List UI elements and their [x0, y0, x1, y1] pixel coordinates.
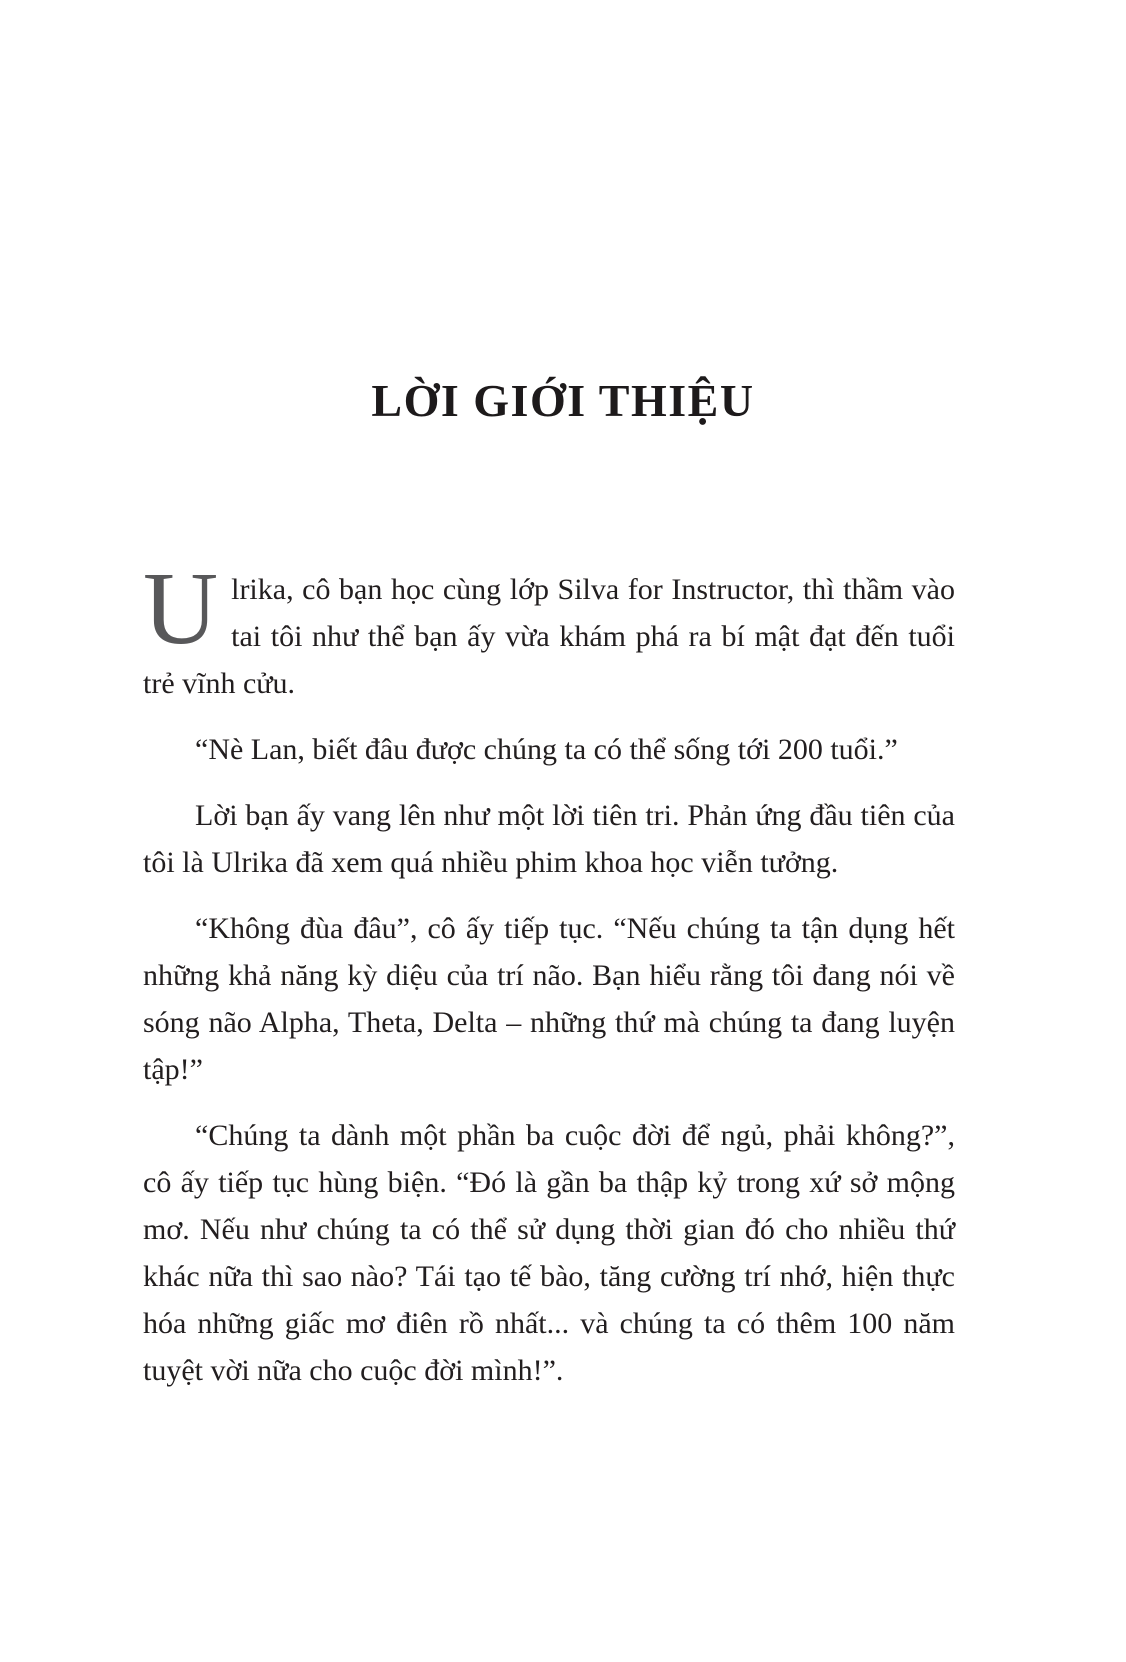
paragraph-1 [143, 551, 955, 707]
chapter-title: LỜI GIỚI THIỆU [371, 375, 755, 426]
paragraph-3-text: Lời bạn ấy vang lên như một lời tiên tri. Phản ứng đầu tiên của tôi là Ulrika đã xem quá nhiều phim khoa học viễn tưởng. [143, 799, 955, 879]
paragraph-1-text: lrika, cô bạn học cùng lớp Silva for Instructor, thì thầm vào tai tôi như thể bạn ấy vừa khám phá ra bí mật đạt đến tuổi trẻ vĩnh cửu. [143, 573, 955, 700]
paragraph-5 [143, 1112, 955, 1394]
paragraph-4-text: “Không đùa đâu”, cô ấy tiếp tục. “Nếu chúng ta tận dụng hết những khả năng kỳ diệu của trí não. Bạn hiểu rằng tôi đang nói về sóng não Alpha, Theta, Delta – những thứ mà chúng ta đang luyện tập!” [143, 912, 955, 1086]
body-text-block [143, 551, 955, 1413]
paragraph-4 [143, 905, 955, 1093]
drop-cap-letter: U [143, 551, 219, 666]
paragraph-3 [143, 792, 955, 886]
paragraph-2 [143, 726, 955, 773]
paragraph-2-text: “Nè Lan, biết đâu được chúng ta có thể sống tới 200 tuổi.” [195, 733, 898, 766]
paragraph-5-text: “Chúng ta dành một phần ba cuộc đời để ngủ, phải không?”, cô ấy tiếp tục hùng biện. “Đó là gần ba thập kỷ trong xứ sở mộng mơ. Nếu như chúng ta có thể sử dụng thời gian đó cho nhiều thứ khác nữa thì sao nào? Tái tạo tế bào, tăng cường trí nhớ, hiện thực hóa những giấc mơ điên rồ nhất... và chúng ta có thêm 100 năm tuyệt vời nữa cho cuộc đời mình!”. [143, 1119, 955, 1387]
